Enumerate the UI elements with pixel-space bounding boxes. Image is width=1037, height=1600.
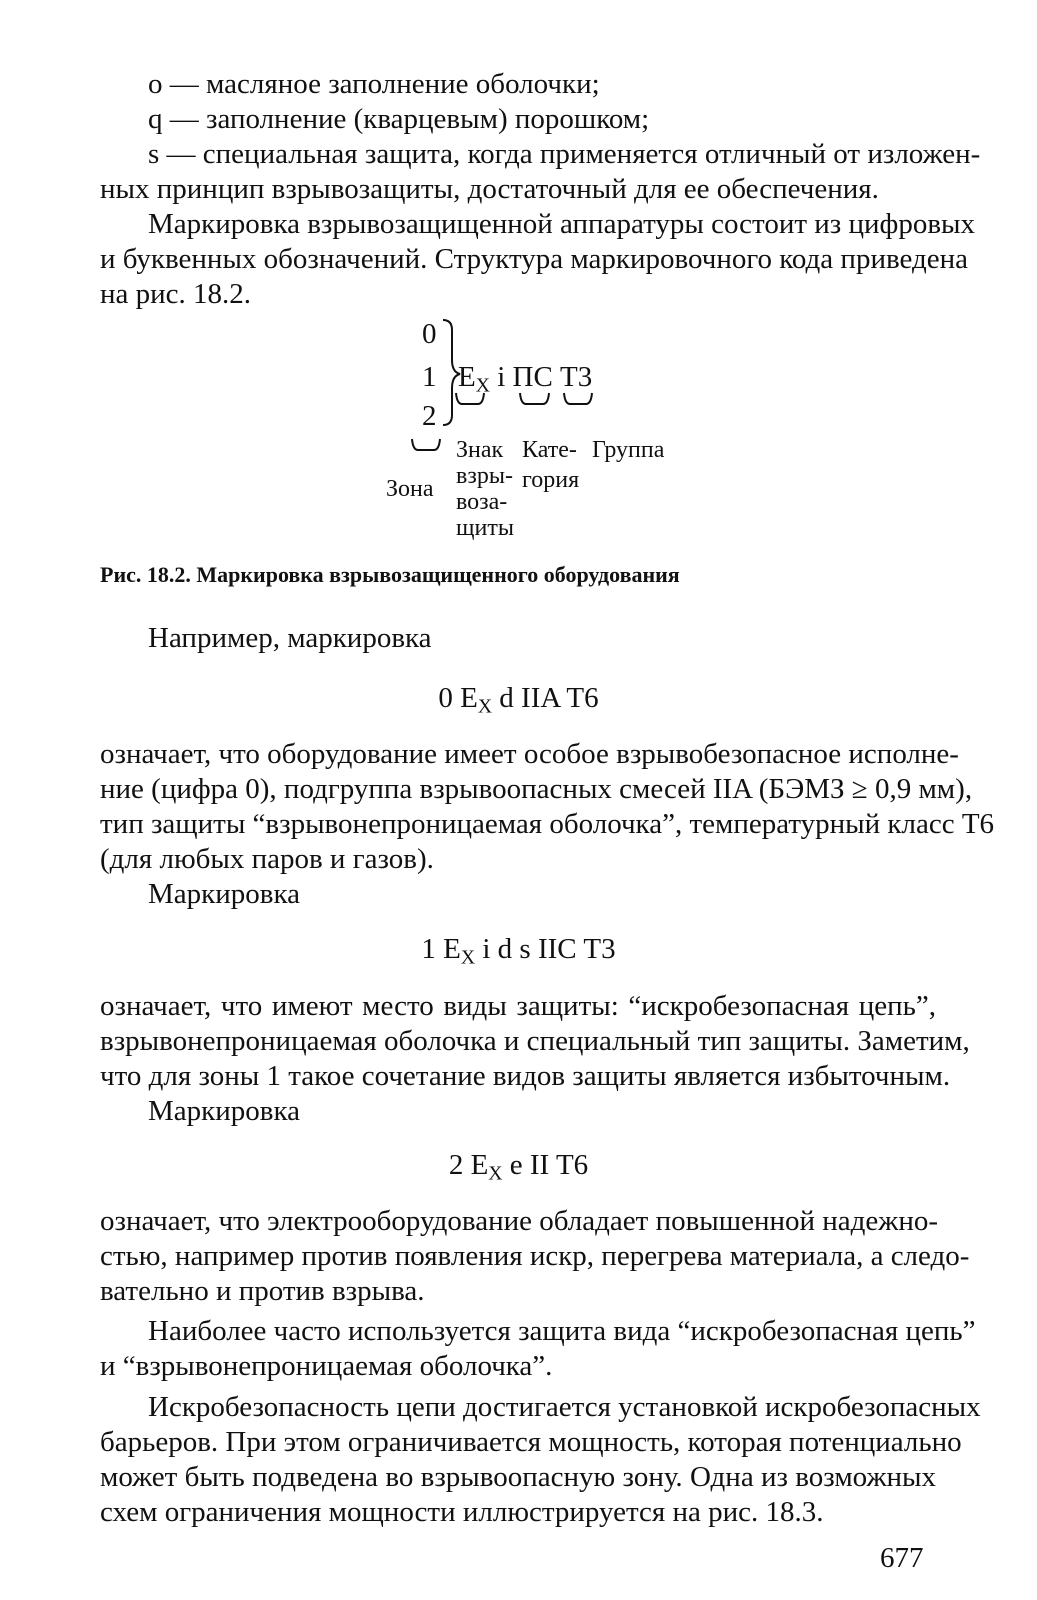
text-line: и буквенных обозначений. Структура маркировочного кода приведена bbox=[100, 243, 968, 275]
label-sign: щиты bbox=[456, 515, 514, 541]
text-line: и “взрывонепроницаемая оболочка”. bbox=[100, 1350, 553, 1382]
zone-digit: 0 bbox=[422, 318, 437, 350]
figure-strokes bbox=[0, 0, 1037, 600]
zone-digit: 2 bbox=[422, 400, 437, 432]
underbracket-sign bbox=[456, 393, 484, 404]
text-line: стью, например против появления искр, перегрева материала, а следо- bbox=[100, 1240, 970, 1272]
example-intro: Например, маркировка bbox=[148, 622, 432, 654]
text-line: (для любых паров и газов). bbox=[100, 843, 434, 875]
text-line: означает, что оборудование имеет особое взрывобезопасное исполне- bbox=[100, 738, 959, 770]
text-line: ние (цифра 0), подгруппа взрывоопасных смесей IIA (БЭМЗ ≥ 0,9 мм), bbox=[100, 773, 973, 805]
text-line: на рис. 18.2. bbox=[100, 278, 252, 310]
label-sign: взры- bbox=[456, 463, 513, 489]
text-line: схем ограничения мощности иллюстрируется на рис. 18.3. bbox=[100, 1496, 824, 1528]
brace bbox=[443, 320, 460, 425]
label-sign: Знак bbox=[456, 437, 504, 463]
text-line: вательно и против взрыва. bbox=[100, 1275, 425, 1307]
text-line: Наиболее часто используется защита вида “искробезопасная цепь” bbox=[148, 1315, 976, 1347]
label-group: Группа bbox=[592, 437, 665, 463]
text-line: тип защиты “взрывонепроницаемая оболочка”, температурный класс Т6 bbox=[100, 808, 995, 840]
example-intro: Маркировка bbox=[148, 1095, 300, 1127]
text-line: Искробезопасность цепи достигается установкой искробезопасных bbox=[148, 1391, 981, 1423]
text-line: может быть подведена во взрывоопасную зону. Одна из возможных bbox=[100, 1461, 936, 1493]
label-category: Кате- bbox=[522, 437, 577, 463]
example-intro: Маркировка bbox=[148, 878, 300, 910]
text-line: s — специальная защита, когда применяется отличный от изложен- bbox=[148, 138, 981, 170]
label-zone: Зона bbox=[386, 476, 434, 502]
text-line: барьеров. При этом ограничивается мощность, которая потенциально bbox=[100, 1426, 962, 1458]
text-line: о — масляное заполнение оболочки; bbox=[148, 68, 600, 100]
marking-example: 2 $E_X$ e II T6 bbox=[448, 1149, 589, 1185]
figure-caption: Рис. 18.2. Маркировка взрывозащищенного оборудования bbox=[100, 562, 680, 587]
text-line: Маркировка взрывозащищенной аппаратуры состоит из цифровых bbox=[148, 208, 976, 240]
text-line: что для зоны 1 такое сочетание видов защиты является избыточным. bbox=[100, 1060, 951, 1092]
label-sign: воза- bbox=[456, 489, 508, 515]
underbracket-zone bbox=[412, 439, 440, 450]
underbracket-category bbox=[520, 393, 549, 404]
text-line: ных принцип взрывозащиты, достаточный для ее обеспечения. bbox=[100, 173, 879, 205]
label-category: гория bbox=[522, 467, 580, 493]
text-line: взрывонепроницаемая оболочка и специальный тип защиты. Заметим, bbox=[100, 1025, 970, 1057]
marking-example: 0 $E_X$ d IIA T6 bbox=[438, 682, 599, 718]
zone-digit: 1 bbox=[422, 361, 437, 393]
text-line: q — заполнение (кварцевым) порошком; bbox=[148, 103, 650, 135]
underbracket-group bbox=[564, 393, 592, 404]
marking-example: 1 $E_X$ i d s IIC T3 bbox=[421, 933, 616, 969]
text-line: означает, что электрооборудование обладает повышенной надежно- bbox=[100, 1205, 939, 1237]
page-number: 677 bbox=[880, 1542, 924, 1574]
text-line: означает, что имеют место виды защиты: “искробезопасная цепь”, bbox=[100, 990, 936, 1022]
marking-code: $E_X$ i ПС Т3 bbox=[458, 361, 593, 397]
